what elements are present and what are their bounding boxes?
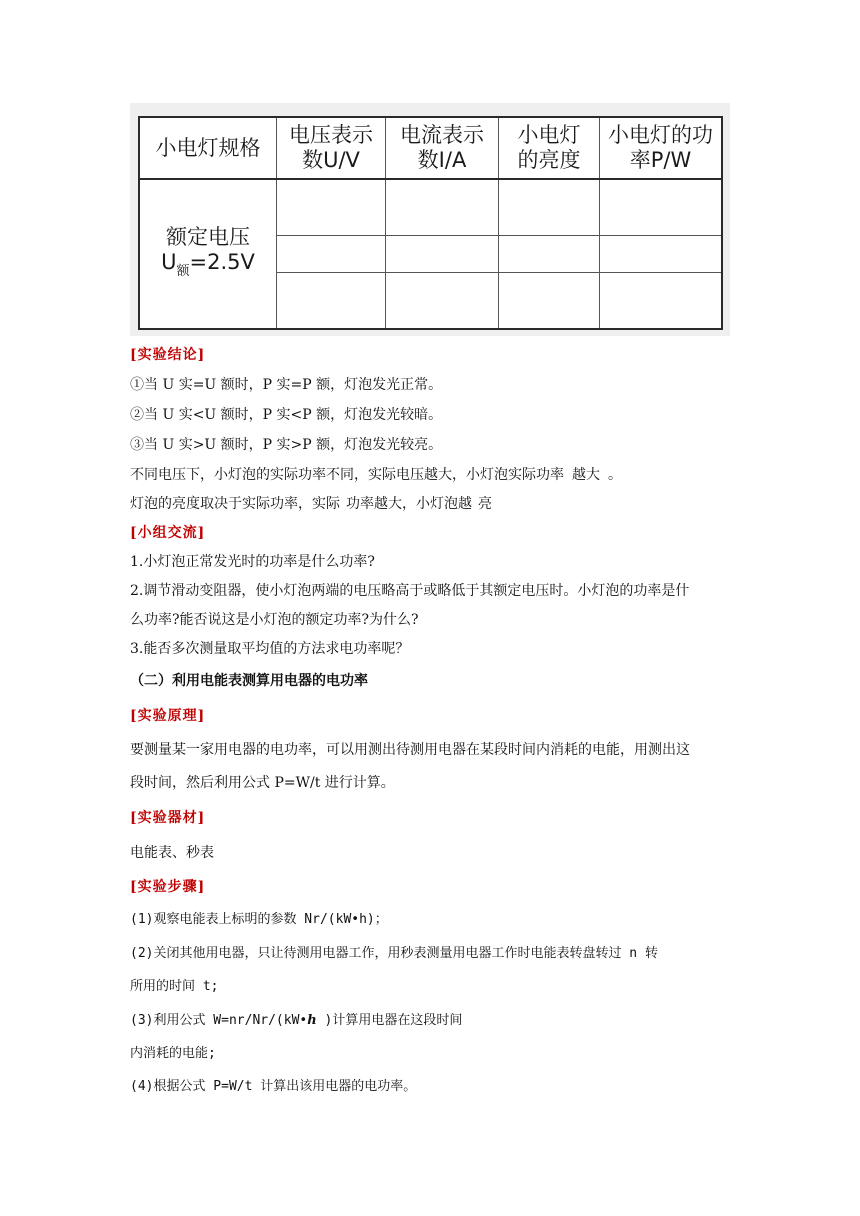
conclusion-item-3: ③当 U 实>U 额时，P 实>P 额，灯泡发光较亮。 (130, 437, 443, 453)
spec-cell: 额定电压 $U_额=2.5V$ (139, 179, 277, 329)
table-cell (600, 235, 723, 273)
table-cell (499, 273, 600, 329)
conclusion-item-1: ①当 U 实=U 额时，P 实=P 额，灯泡发光正常。 (130, 377, 443, 393)
conclusion-item-2: ②当 U 实<U 额时，P 实<P 额，灯泡发光较暗。 (130, 407, 443, 423)
step-3-line2: 内消耗的电能; (130, 1046, 216, 1061)
header-current: 电流表示 数I/A (386, 117, 499, 179)
table-header-row (139, 117, 722, 179)
table-cell (386, 273, 499, 329)
conclusion-line-5: 灯泡的亮度取决于实际功率，实际 功率越大，小灯泡越 亮 (130, 496, 492, 512)
step-4: (4)根据公式 P=W/t 计算出该用电器的电功率。 (130, 1079, 417, 1094)
table-cell (600, 273, 723, 329)
fill-answer: 越大 (572, 467, 600, 483)
table-cell (386, 235, 499, 273)
steps-heading: [实验步骤] (130, 879, 206, 895)
header-spec: 小电灯规格 (139, 117, 277, 179)
table-cell (277, 179, 386, 235)
discussion-heading: [小组交流] (130, 525, 206, 541)
discussion-q3: 3.能否多次测量取平均值的方法求电功率呢？ (130, 641, 410, 657)
header-power: 小电灯的功 率P/W (600, 117, 723, 179)
data-table-image (130, 103, 730, 336)
equipment-text: 电能表、秒表 (130, 845, 214, 861)
discussion-q2-line1: 2.调节滑动变阻器，使小灯泡两端的电压略高于或略低于其额定电压时。小灯泡的功率是什 (130, 583, 690, 599)
table-cell (386, 179, 499, 235)
equipment-heading: [实验器材] (130, 810, 206, 826)
table-cell (277, 235, 386, 273)
step-1: (1)观察电能表上标明的参数 Nr/(kW•h)； (130, 912, 388, 927)
step-2-line2: 所用的时间 t; (130, 979, 219, 994)
header-voltage: 电压表示 数U/V (277, 117, 386, 179)
fill-answer: 亮 (478, 496, 492, 512)
fill-answer: 功率越大 (346, 496, 402, 512)
data-table (138, 116, 723, 330)
principle-heading: [实验原理] (130, 708, 206, 724)
step-3-line1: (3)利用公式 W=nr/Nr/(kW•h )计算用电器在这段时间 (130, 1013, 463, 1028)
header-brightness: 小电灯 的亮度 (499, 117, 600, 179)
discussion-q2-line2: 么功率?能否说这是小灯泡的额定功率?为什么? (130, 612, 419, 628)
table-cell (499, 235, 600, 273)
table-cell (499, 179, 600, 235)
table-row (139, 179, 722, 235)
principle-line1: 要测量某一家用电器的电功率，可以用测出待测用电器在某段时间内消耗的电能，用测出这 (130, 742, 690, 758)
table-cell (277, 273, 386, 329)
principle-line2: 段时间，然后利用公式 P=W/t 进行计算。 (130, 775, 395, 791)
table-cell (600, 179, 723, 235)
conclusion-line-4: 不同电压下，小灯泡的实际功率不同，实际电压越大，小灯泡实际功率 越大 。 (130, 467, 622, 483)
part2-title: （二）利用电能表测算用电器的电功率 (130, 673, 368, 689)
step-2-line1: (2)关闭其他用电器，只让待测用电器工作，用秒表测量用电器工作时电能表转盘转过 n 转 (130, 946, 658, 961)
discussion-q1: 1.小灯泡正常发光时的功率是什么功率? (130, 554, 375, 570)
conclusion-heading: [实验结论] (130, 347, 206, 363)
